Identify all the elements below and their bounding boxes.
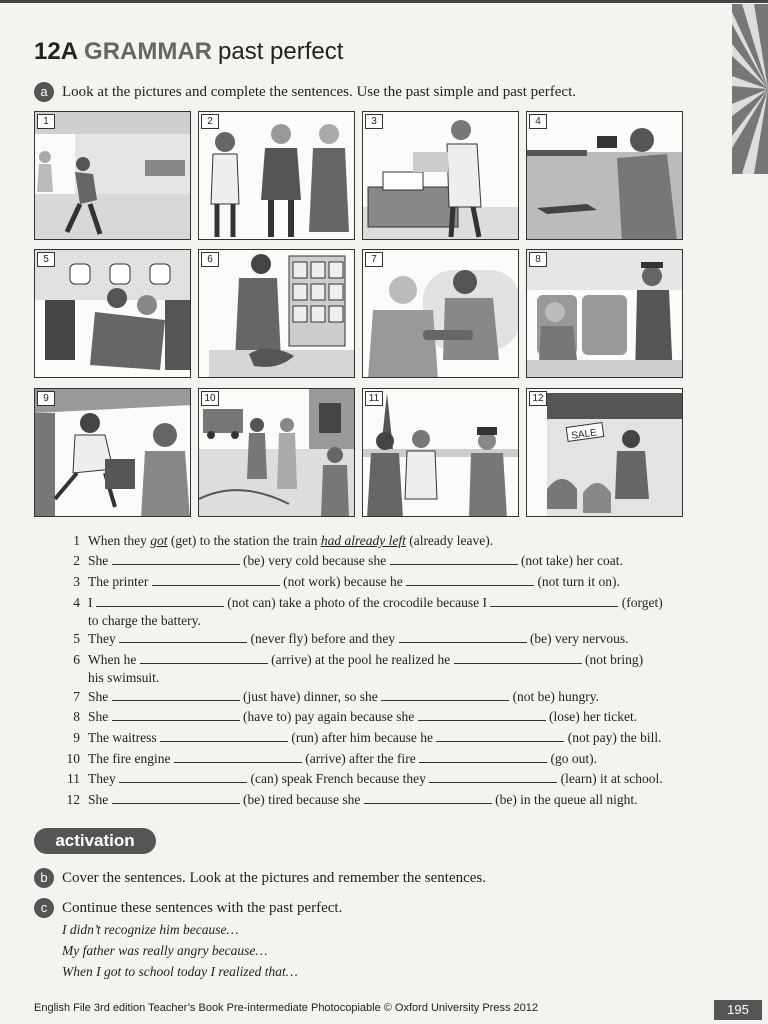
topic-label: past perfect: [218, 38, 344, 65]
picture-number: 12: [529, 391, 547, 406]
answer-blank[interactable]: [454, 651, 582, 664]
sale-queue-illustration: [527, 389, 683, 517]
sentence-text: (already leave).: [405, 533, 494, 548]
sentence-number: 3: [73, 574, 80, 589]
sentence-number: 2: [73, 553, 80, 568]
picture-11: [362, 388, 519, 517]
sentence-text: When they: [88, 533, 151, 548]
exercise-c-marker: c: [34, 898, 54, 918]
sentence-number: 5: [73, 631, 80, 646]
sentence-text: She: [88, 553, 112, 568]
sentence-text: (arrive) at the pool he realized he: [267, 652, 454, 667]
picture-grid: [34, 111, 684, 518]
picture-number: 6: [201, 252, 219, 267]
exercise-c-instruction: [34, 898, 342, 918]
sentence-continuation: to charge the battery.: [88, 613, 201, 628]
sentence-text: (go out).: [547, 751, 598, 766]
sentence-6: [60, 651, 720, 687]
picture-6: [198, 249, 355, 378]
picture-1: [34, 111, 191, 240]
answer-blank[interactable]: [96, 594, 224, 607]
answer-blank[interactable]: [490, 594, 618, 607]
answer-blank[interactable]: [140, 651, 268, 664]
cold-people-illustration: [199, 112, 355, 240]
sentence-text: She: [88, 709, 112, 724]
sentence-number: 10: [66, 751, 80, 766]
picture-3: [362, 111, 519, 240]
answer-blank[interactable]: [364, 791, 492, 804]
sentence-text: (just have) dinner, so she: [239, 689, 382, 704]
answer-blank[interactable]: [119, 630, 247, 643]
plane-illustration: [35, 250, 191, 378]
sentence-8: [60, 708, 720, 726]
sentence-text: (not turn it on).: [534, 574, 620, 589]
fire-engine-illustration: [199, 389, 355, 517]
picture-number: 4: [529, 114, 547, 129]
sentence-text: (can) speak French because they: [247, 771, 430, 786]
sentence-text: The printer: [88, 574, 152, 589]
answer-blank[interactable]: [112, 791, 240, 804]
sentence-9: [60, 729, 720, 747]
sentence-text: When he: [88, 652, 140, 667]
sentence-10: [60, 750, 720, 768]
example-answer: got: [150, 533, 168, 548]
answer-blank[interactable]: [436, 729, 564, 742]
paris-illustration: [363, 389, 519, 517]
restaurant-illustration: [363, 250, 519, 378]
sentence-text: (not can) take a photo of the crocodile because I: [223, 595, 491, 610]
picture-4: [526, 111, 683, 240]
sentence-text: (not pay) the bill.: [564, 730, 662, 745]
waitress-illustration: [35, 389, 191, 517]
sentence-12: [60, 791, 720, 809]
top-rule: [0, 0, 768, 3]
page-title: [34, 38, 343, 66]
sentence-11: [60, 770, 720, 788]
picture-5: [34, 249, 191, 378]
picture-number: 3: [365, 114, 383, 129]
ticket-inspector-illustration: [527, 250, 683, 378]
example-sentence-1: I didn’t recognize him because…: [62, 922, 239, 937]
sentence-text: (be) very cold because she: [239, 553, 390, 568]
sentence-text: (be) very nervous.: [526, 631, 629, 646]
sentence-text: They: [88, 771, 120, 786]
sentence-text: (never fly) before and they: [247, 631, 399, 646]
sentence-number: 4: [73, 595, 80, 610]
sentence-text: (be) tired because she: [239, 792, 364, 807]
sentence-text: (not work) because he: [279, 574, 407, 589]
sentence-text: (arrive) after the fire: [301, 751, 420, 766]
sentence-continuation: his swimsuit.: [88, 670, 160, 685]
exercise-a-text: Look at the pictures and complete the sentences. Use the past simple and past perfect.: [62, 83, 576, 100]
sentence-text: The fire engine: [88, 751, 174, 766]
answer-blank[interactable]: [390, 552, 518, 565]
exercise-b-text: Cover the sentences. Look at the pictures and remember the sentences.: [62, 869, 487, 886]
picture-number: 2: [201, 114, 219, 129]
printer-illustration: [363, 112, 519, 240]
answer-blank[interactable]: [152, 573, 280, 586]
answer-blank[interactable]: [406, 573, 534, 586]
lesson-number: 12A: [34, 38, 79, 65]
answer-blank[interactable]: [381, 688, 509, 701]
example-sentence-2: My father was really angry because…: [62, 943, 268, 958]
sale-sign-text: SALE: [570, 427, 598, 442]
answer-blank[interactable]: [418, 708, 546, 721]
picture-12: [526, 388, 683, 517]
answer-blank[interactable]: [174, 750, 302, 763]
sentence-text: (be) in the queue all night.: [491, 792, 638, 807]
picture-9: [34, 388, 191, 517]
picture-number: 8: [529, 252, 547, 267]
picture-number: 10: [201, 391, 219, 406]
picture-number: 5: [37, 252, 55, 267]
sentence-number: 1: [73, 533, 80, 548]
sentence-number: 9: [73, 730, 80, 745]
crocodile-illustration: [527, 112, 683, 240]
sentence-text: They: [88, 631, 120, 646]
exercise-c-text: Continue these sentences with the past perfect.: [62, 899, 343, 916]
activation-banner: activation: [34, 828, 156, 854]
answer-blank[interactable]: [160, 729, 288, 742]
sentence-text: She: [88, 689, 112, 704]
sentence-7: [60, 688, 720, 706]
picture-number: 11: [365, 391, 383, 406]
sentence-text: (run) after him because he: [287, 730, 437, 745]
sentence-text: She: [88, 792, 112, 807]
section-label: GRAMMAR: [84, 38, 213, 65]
picture-8: [526, 249, 683, 378]
footer-credit: English File 3rd edition Teacher’s Book Pre-intermediate Photocopiable © Oxford University Press 2012: [34, 1002, 538, 1014]
picture-number: 1: [37, 114, 55, 129]
sentence-number: 8: [73, 709, 80, 724]
sentence-number: 6: [73, 652, 80, 667]
sentence-text: (not be) hungry.: [509, 689, 600, 704]
answer-blank[interactable]: [119, 770, 247, 783]
locker-illustration: [199, 250, 355, 378]
sentence-text: (not bring): [581, 652, 644, 667]
answer-blank[interactable]: [399, 630, 527, 643]
page-number: 195: [714, 1000, 762, 1020]
picture-2: [198, 111, 355, 240]
sentence-text: (forget): [618, 595, 663, 610]
sentence-3: [60, 573, 720, 591]
picture-number: 9: [37, 391, 55, 406]
example-answer: had already left: [320, 533, 406, 548]
sentence-number: 12: [66, 792, 80, 807]
sentence-4: [60, 594, 720, 630]
sentence-text: (have to) pay again because she: [239, 709, 418, 724]
exercise-b-instruction: [34, 868, 486, 888]
sunburst-decoration: [732, 4, 768, 174]
example-sentence-3: When I got to school today I realized that…: [62, 964, 298, 979]
answer-blank[interactable]: [112, 552, 240, 565]
sentence-2: [60, 552, 720, 570]
sentence-number: 11: [67, 771, 80, 786]
exercise-a-marker: a: [34, 82, 54, 102]
sentence-text: (not take) her coat.: [517, 553, 623, 568]
exercise-b-marker: b: [34, 868, 54, 888]
picture-7: [362, 249, 519, 378]
sentence-text: (get) to the station the train: [167, 533, 321, 548]
answer-blank[interactable]: [429, 770, 557, 783]
sentence-text: The waitress: [88, 730, 160, 745]
answer-blank[interactable]: [419, 750, 547, 763]
sentence-5: [60, 630, 720, 648]
sentence-text: (lose) her ticket.: [545, 709, 638, 724]
picture-10: [198, 388, 355, 517]
exercise-a-instruction: [34, 82, 576, 102]
sentence-number: 7: [73, 689, 80, 704]
picture-number: 7: [365, 252, 383, 267]
station-illustration: [35, 112, 191, 240]
answer-blank[interactable]: [112, 688, 240, 701]
answer-blank[interactable]: [112, 708, 240, 721]
sentence-text: (learn) it at school.: [557, 771, 663, 786]
sentence-text: I: [88, 595, 96, 610]
sentence-1: [60, 532, 720, 550]
